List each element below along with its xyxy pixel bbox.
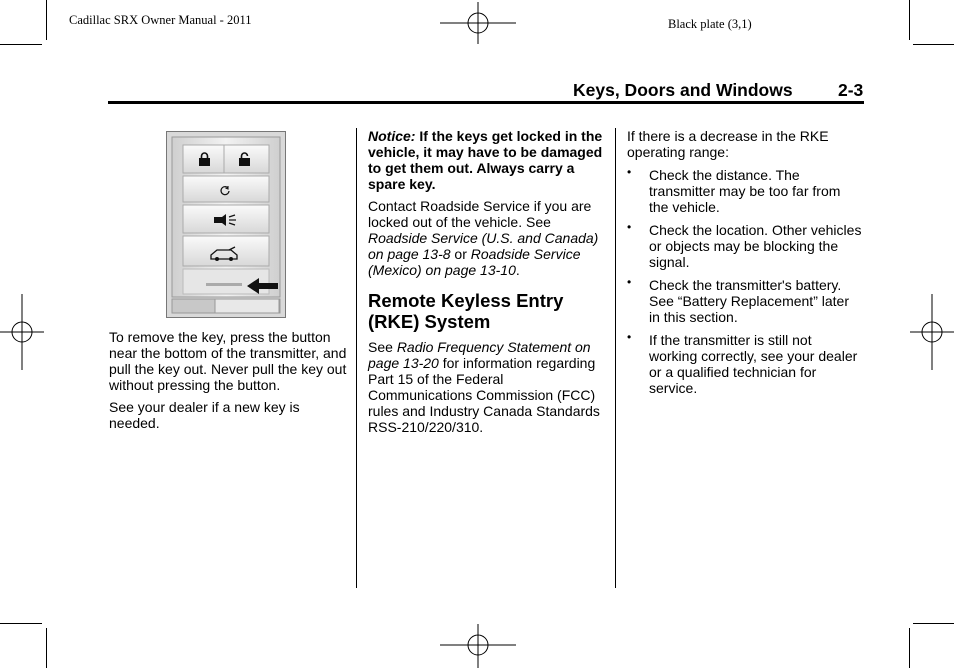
list-item <box>627 332 863 396</box>
rke-text: for information regarding Part 15 of the Federal Communications Commission (FCC) rules and Industry Canada Standards RSS-210/220/310. <box>368 355 600 435</box>
notice-text: If the keys get locked in the vehicle, it may have to be damaged to get them out. Always carry a spare key. <box>368 128 603 192</box>
unlock-icon <box>238 152 251 172</box>
panic-horn-icon <box>212 213 238 232</box>
bullet-icon: • <box>627 330 632 344</box>
registration-mark-right <box>910 294 954 370</box>
contact-end: . <box>515 262 520 278</box>
roadside-us-link[interactable]: Roadside Service (U.S. and Canada) on page 13-8 <box>368 230 599 262</box>
remote-start-icon <box>219 184 231 202</box>
notice-paragraph <box>368 128 606 192</box>
bullet-icon: • <box>627 165 632 179</box>
rke-heading: Remote Keyless Entry (RKE) System <box>368 290 564 332</box>
column-divider-1 <box>356 128 357 588</box>
liftgate-icon <box>209 246 239 267</box>
list-item <box>627 167 863 215</box>
manual-title: Cadillac SRX Owner Manual - 2011 <box>69 13 252 27</box>
rke-paragraph <box>368 339 606 435</box>
registration-mark-bottom <box>440 624 516 668</box>
contact-text: Contact Roadside Service if you are locked out of the vehicle. See <box>368 198 592 230</box>
list-item <box>627 222 863 270</box>
header-rule <box>108 101 864 104</box>
page-number: 2-3 <box>838 80 864 100</box>
arrow-icon <box>247 278 279 299</box>
bullet-icon: • <box>627 275 632 289</box>
roadside-mexico-link[interactable]: Roadside Service (Mexico) on page 13-10 <box>368 246 581 278</box>
column-3 <box>627 128 863 403</box>
contact-paragraph <box>368 198 606 278</box>
bullet-icon: • <box>627 220 632 234</box>
bullet-text: Check the distance. The transmitter may be too far from the vehicle. <box>649 167 841 215</box>
registration-mark-top <box>440 2 516 44</box>
column-2 <box>368 128 606 441</box>
bullet-text: Check the transmitter's battery. See “Battery Replacement” later in this section. <box>649 277 849 325</box>
radio-frequency-link[interactable]: Radio Frequency Statement on page 13-20 <box>368 339 591 371</box>
bullet-text: If the transmitter is still not working correctly, see your dealer or a qualified technician for service. <box>649 332 858 396</box>
range-checklist <box>627 167 863 396</box>
contact-or: or <box>454 246 467 262</box>
list-item <box>627 277 863 325</box>
range-intro: If there is a decrease in the RKE operating range: <box>627 128 829 160</box>
column-1 <box>109 329 349 437</box>
registration-mark-left <box>0 294 44 370</box>
section-title: Keys, Doors and Windows <box>573 80 793 100</box>
plate-label: Black plate (3,1) <box>668 17 752 31</box>
bullet-text: Check the location. Other vehicles or objects may be blocking the signal. <box>649 222 862 270</box>
lock-icon <box>198 152 211 172</box>
column-divider-2 <box>615 128 616 588</box>
rke-see: See <box>368 339 393 355</box>
notice-label: Notice: <box>368 128 416 144</box>
new-key-paragraph: See your dealer if a new key is needed. <box>109 399 300 431</box>
remove-key-paragraph: To remove the key, press the button near the bottom of the transmitter, and pull the key out. Never pull the key out without pressing the button. <box>109 329 347 393</box>
